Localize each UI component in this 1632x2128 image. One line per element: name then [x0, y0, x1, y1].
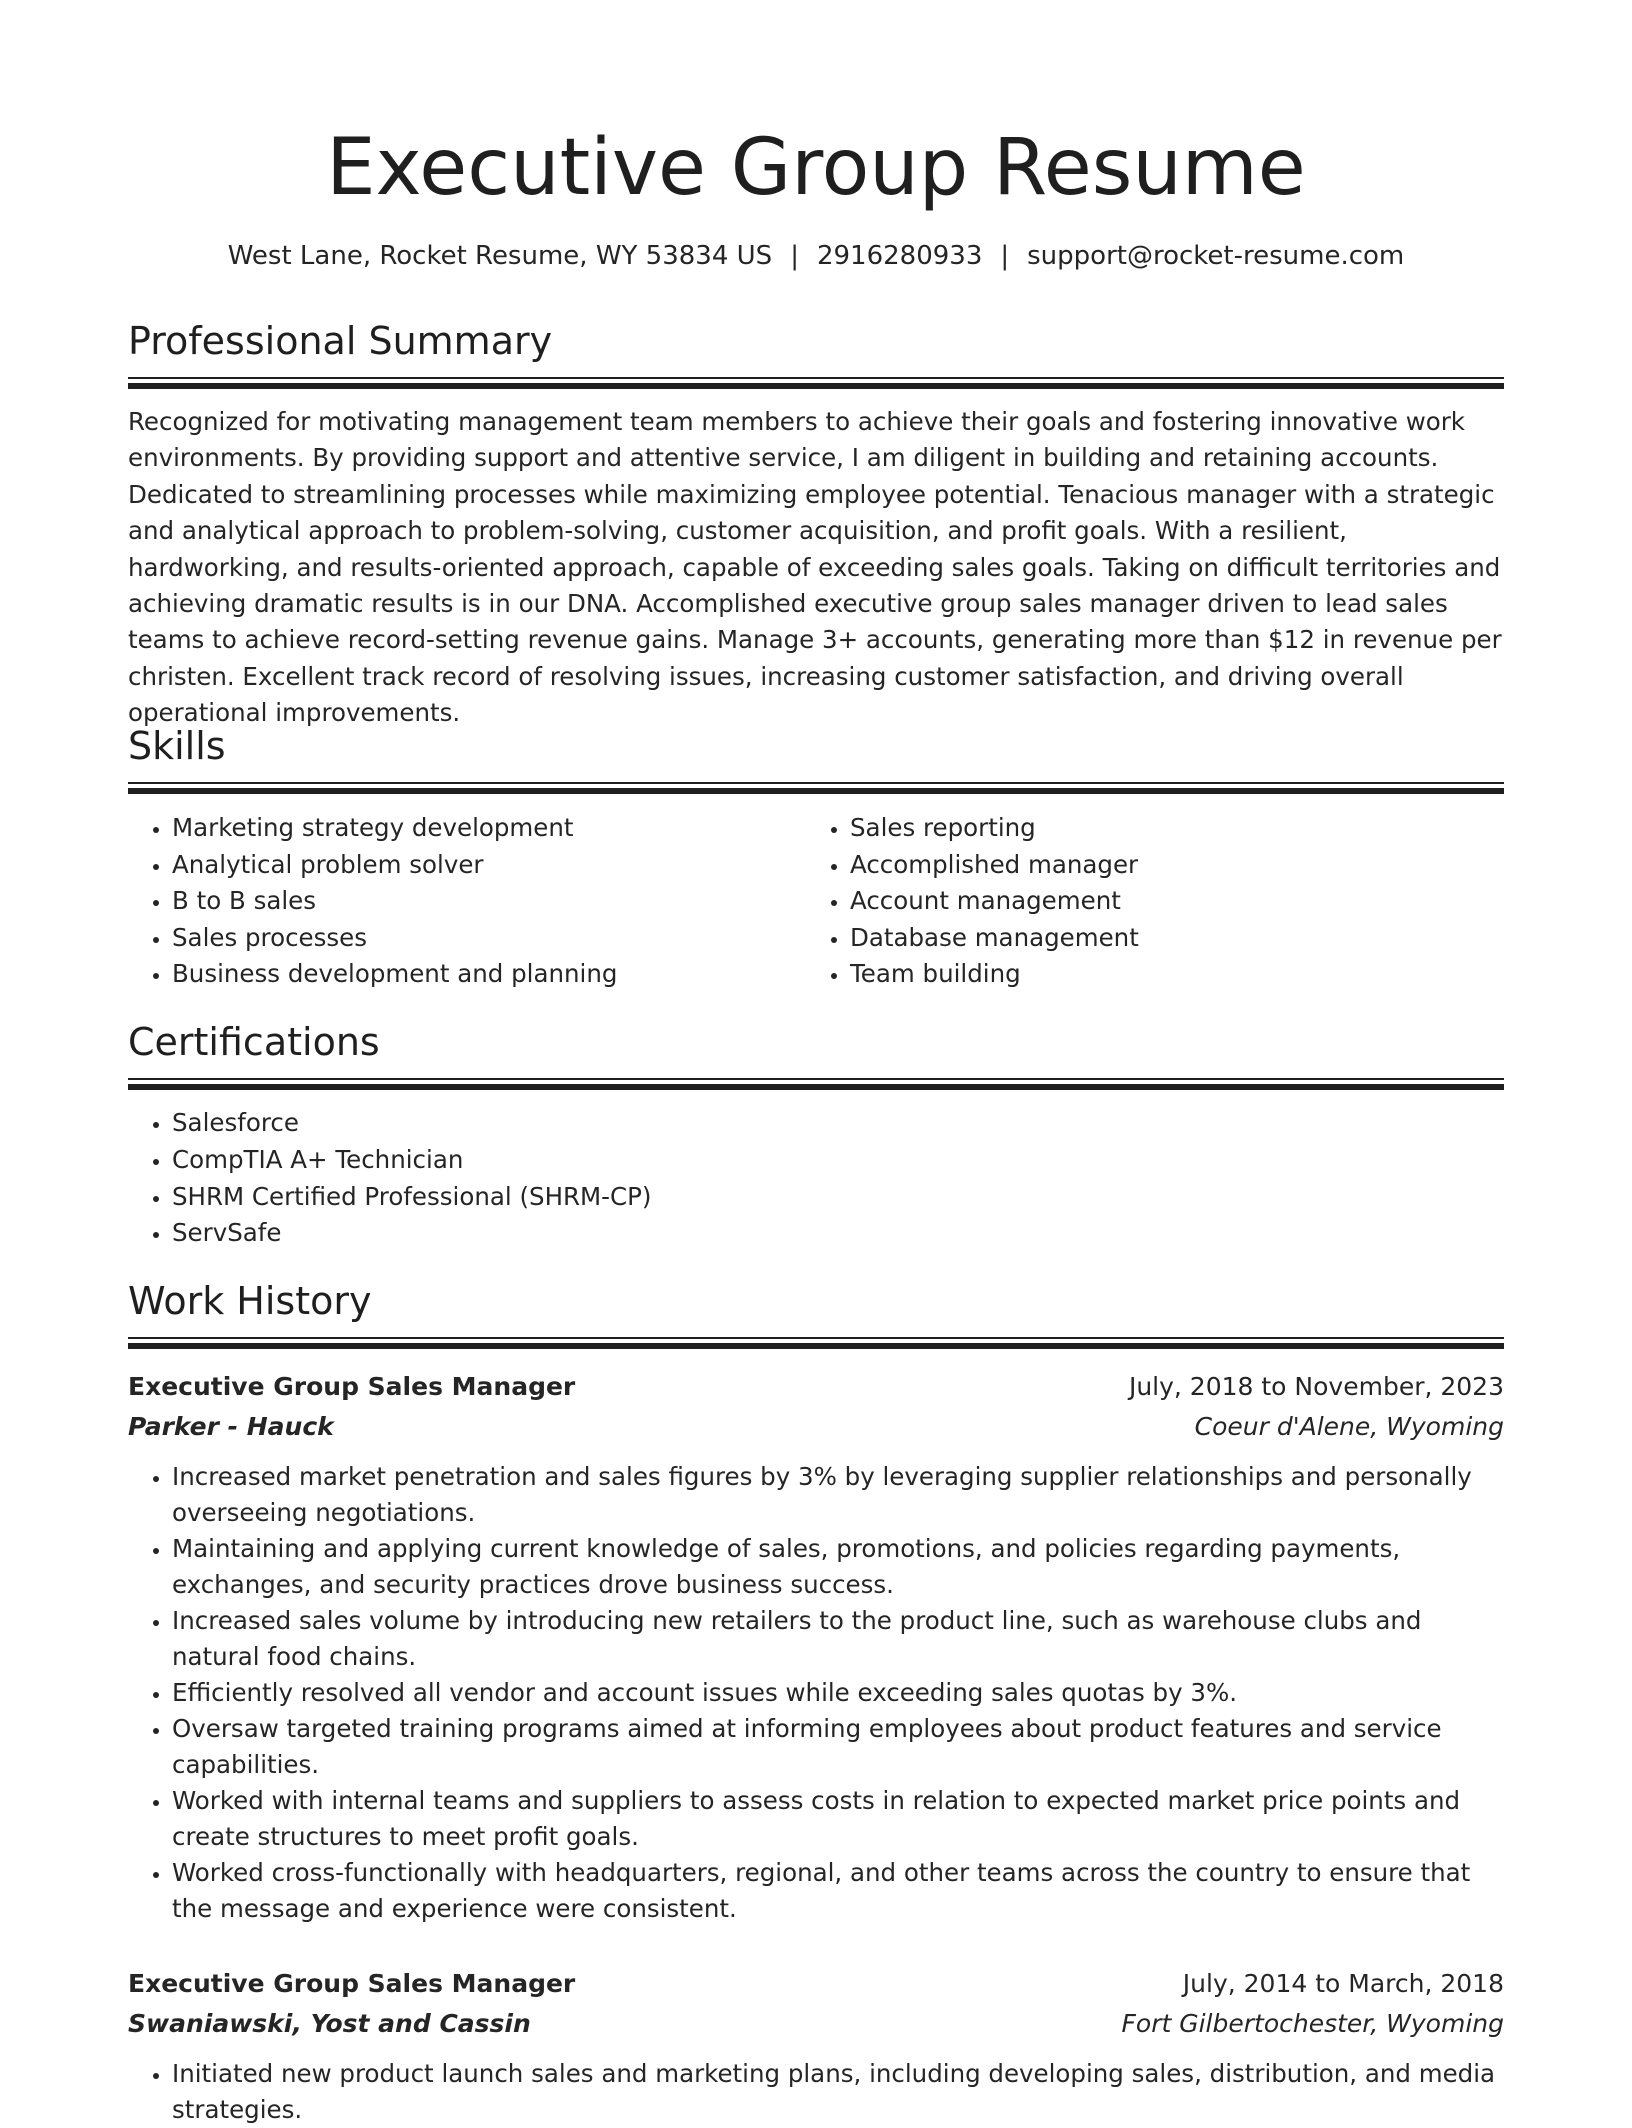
summary-heading: Professional Summary — [128, 319, 553, 363]
job-bullet: • Worked with internal teams and suppliers to assess costs in relation to expected market price points and create structures to meet profit goals. — [172, 1783, 1504, 1855]
job-company-row — [128, 2004, 1504, 2044]
skill-item: • Analytical problem solver — [172, 847, 806, 884]
work-history-heading: Work History — [128, 1279, 372, 1323]
certification-item: • CompTIA A+ Technician — [172, 1142, 1504, 1179]
summary-section-header — [128, 315, 1504, 389]
job-company: Swaniawski, Yost and Cassin — [128, 2009, 531, 2038]
job-bullet: • Initiated new product launch sales and marketing plans, including developing sales, distribution, and media strategies. — [172, 2056, 1504, 2128]
job-bullet: • Efficiently resolved all vendor and account issues while exceeding sales quotas by 3%. — [172, 1675, 1504, 1711]
contact-separator: | — [790, 241, 799, 271]
skills-section-header — [128, 720, 1504, 794]
skill-item: • Sales processes — [172, 920, 806, 957]
job-location: Coeur d'Alene, Wyoming — [1194, 1412, 1504, 1441]
skill-item: • Team building — [850, 956, 1484, 993]
work-history-section-header — [128, 1275, 1504, 1349]
contact-address: West Lane, Rocket Resume, WY 53834 US — [227, 241, 773, 271]
contact-line — [128, 238, 1504, 274]
contact-phone: 2916280933 — [816, 241, 983, 271]
job-bullets — [128, 1459, 1504, 1927]
skill-item: • B to B sales — [172, 883, 806, 920]
skills-heading: Skills — [128, 724, 226, 768]
certifications-heading: Certifications — [128, 1020, 380, 1064]
skills-column-left — [128, 810, 806, 993]
skill-item: • Accomplished manager — [850, 847, 1484, 884]
job-dates: July, 2018 to November, 2023 — [1128, 1372, 1504, 1401]
section-divider — [128, 1337, 1504, 1349]
job-bullet: • Worked cross-functionally with headquarters, regional, and other teams across the country to ensure that the message and experience were consistent. — [172, 1855, 1504, 1927]
job-bullets — [128, 2056, 1504, 2128]
skill-item: • Sales reporting — [850, 810, 1484, 847]
job-bullet: • Oversaw targeted training programs aimed at informing employees about product features and service capabilities. — [172, 1711, 1504, 1783]
job-entry — [128, 1964, 1504, 2128]
certifications-list — [128, 1105, 1504, 1252]
contact-separator: | — [1000, 241, 1010, 271]
certification-item: • ServSafe — [172, 1215, 1504, 1252]
section-divider — [128, 377, 1504, 389]
skill-item: • Marketing strategy development — [172, 810, 806, 847]
skill-item: • Business development and planning — [172, 956, 806, 993]
job-dates: July, 2014 to March, 2018 — [1182, 1969, 1504, 1998]
job-company-row — [128, 1407, 1504, 1447]
certification-item: • SHRM Certified Professional (SHRM-CP) — [172, 1179, 1504, 1216]
job-entry — [128, 1367, 1504, 1927]
job-title-row — [128, 1367, 1504, 1407]
job-title: Executive Group Sales Manager — [128, 1969, 576, 1998]
skills-column-right — [806, 810, 1484, 993]
certifications-section-header — [128, 1016, 1504, 1090]
section-divider — [128, 1078, 1504, 1090]
job-bullet: • Increased sales volume by introducing new retailers to the product line, such as warehouse clubs and natural food chains. — [172, 1603, 1504, 1675]
contact-email: support@rocket-resume.com — [1027, 241, 1405, 271]
job-location: Fort Gilbertochester, Wyoming — [1121, 2009, 1504, 2038]
certification-item: • Salesforce — [172, 1105, 1504, 1142]
job-title-row — [128, 1964, 1504, 2004]
job-bullet: • Maintaining and applying current knowledge of sales, promotions, and policies regarding payments, exchanges, and security practices drove business success. — [172, 1531, 1504, 1603]
job-company: Parker - Hauck — [128, 1412, 334, 1441]
skill-item: • Database management — [850, 920, 1484, 957]
job-bullet: • Increased market penetration and sales figures by 3% by leveraging supplier relationships and personally overseeing negotiations. — [172, 1459, 1504, 1531]
skill-item: • Account management — [850, 883, 1484, 920]
skills-list — [128, 810, 1504, 993]
section-divider — [128, 782, 1504, 794]
page-title: Executive Group Resume — [326, 123, 1306, 213]
job-title: Executive Group Sales Manager — [128, 1372, 576, 1401]
summary-text: Recognized for motivating management team members to achieve their goals and fostering innovative work environments. By providing support and attentive service, I am diligent in building and retaining accounts. Dedicated to streamlining processes while maximizing employee potential. Tenacious manager with a strategic and analytical approach to problem-solving, customer acquisition, and profit goals. With a resilient, hardworking, and results-oriented approach, capable of exceeding sales goals. Taking on difficult territories and achieving dramatic results is in our DNA. Accomplished executive group sales manager driven to lead sales teams to achieve record-setting revenue gains. Manage 3+ accounts, generating more than $12 in revenue per christen. Excellent track record of resolving issues, increasing customer satisfaction, and driving overall operational improvements. — [128, 407, 1502, 728]
